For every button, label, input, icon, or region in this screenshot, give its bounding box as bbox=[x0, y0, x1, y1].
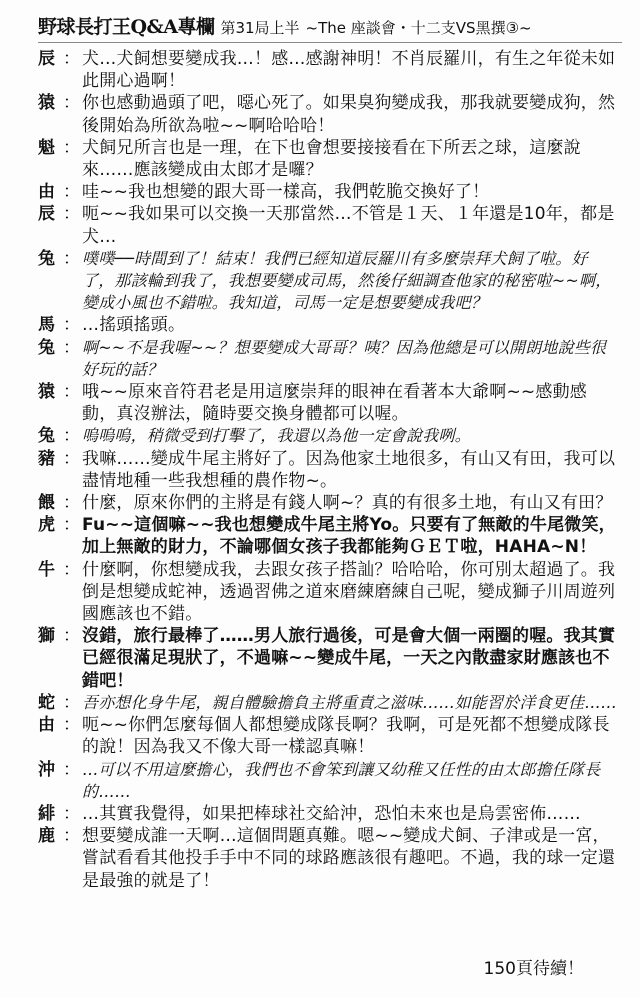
speaker-colon: ： bbox=[63, 137, 80, 158]
speaker-name: 鹿 bbox=[38, 826, 55, 847]
dialogue-text: 呃~~我如果可以交換一天那當然…不管是１天、１年還是10年，都是犬… bbox=[82, 204, 615, 247]
dialogue-text: 哦~~原來音符君老是用這麼崇拜的眼神在看著本大爺啊~~感動感動，真沒辦法，隨時要交換身體都可以喔。 bbox=[82, 382, 587, 425]
speaker-colon: ： bbox=[63, 93, 80, 114]
header-divider bbox=[38, 42, 622, 43]
dialogue-text: 我嘛……變成牛尾主將好了。因為他家土地很多，有山又有田，我可以盡情地種一些我想種的農作物~。 bbox=[82, 448, 616, 491]
dialogue-line bbox=[38, 825, 618, 892]
dialogue-text: …搖頭搖頭。 bbox=[82, 315, 186, 336]
dialogue-text: 呃~~你們怎麼每個人都想變成隊長啊？我啊，可是死都不想變成隊長的說！因為我又不像大哥一樣認真嘛！ bbox=[82, 715, 610, 758]
dialogue-text: 沒錯，旅行最棒了……男人旅行過後，可是會大個一兩圈的喔。我其實已經很滿足現狀了，不過嘛~~變成牛尾，一天之內散盡家財應該也不錯吧！ bbox=[82, 626, 616, 691]
dialogue-line bbox=[38, 248, 618, 315]
dialogue-text: 犬飼兄所言也是一理，在下也會想要接接看在下所丟之球，這麼說來……應該變成由太郎才是囉？ bbox=[82, 137, 581, 181]
dialogue-line bbox=[38, 759, 618, 803]
dialogue-text: Fu~~這個嘛~~我也想變成牛尾主將Yo。只要有了無敵的牛尾微笑，加上無敵的財力，不論哪個女孩子我都能夠ＧＥＴ啦，HAHA~N！ bbox=[82, 515, 616, 558]
dialogue-line bbox=[38, 448, 618, 492]
speaker-colon: ： bbox=[63, 692, 80, 713]
column-subtitle: ~The 座談會・十二支VS黑撰③~ bbox=[305, 19, 532, 37]
dialogue-line bbox=[38, 559, 618, 626]
speaker-name: 兔 bbox=[38, 337, 55, 358]
speaker-colon: ： bbox=[63, 626, 80, 647]
speaker-name: 辰 bbox=[38, 204, 55, 225]
dialogue-line bbox=[38, 692, 618, 714]
speaker-name: 兔 bbox=[38, 426, 55, 447]
speaker-name: 猿 bbox=[38, 93, 55, 114]
speaker-colon: ： bbox=[63, 337, 80, 358]
speaker-colon: ： bbox=[63, 803, 80, 824]
speaker-colon: ： bbox=[63, 559, 80, 580]
dialogue-line bbox=[38, 181, 618, 203]
speaker-colon: ： bbox=[63, 182, 80, 203]
speaker-name: 沖 bbox=[38, 759, 55, 780]
speaker-name: 豬 bbox=[38, 448, 55, 469]
speaker-name: 虎 bbox=[38, 515, 55, 536]
dialogue-line bbox=[38, 337, 618, 381]
speaker-name: 牛 bbox=[38, 559, 55, 580]
dialogue-line bbox=[38, 803, 618, 825]
speaker-colon: ： bbox=[63, 49, 80, 69]
dialogue-line bbox=[38, 625, 618, 692]
speaker-name: 餵 bbox=[38, 493, 55, 514]
speaker-name: 馬 bbox=[38, 315, 55, 336]
dialogue-line bbox=[38, 492, 618, 514]
dialogue-line bbox=[38, 514, 618, 558]
dialogue-text: 哇~~我也想變的跟大哥一樣高，我們乾脆交換好了！ bbox=[82, 182, 490, 203]
series-title: 野球長打王Q&A專欄 bbox=[38, 16, 215, 38]
dialogue-text: 你也感動過頭了吧，噁心死了。如果臭狗變成我，那我就要變成狗，然後開始為所欲為啦~~啊哈哈哈！ bbox=[82, 93, 616, 136]
speaker-name: 獅 bbox=[38, 626, 55, 647]
dialogue-line bbox=[38, 92, 618, 136]
speaker-colon: ： bbox=[63, 382, 80, 403]
speaker-name: 猿 bbox=[38, 382, 55, 403]
column-header bbox=[38, 12, 638, 42]
speaker-colon: ： bbox=[63, 448, 80, 469]
speaker-colon: ： bbox=[63, 515, 80, 536]
dialogue-text: 想要變成誰一天啊…這個問題真難。嗯~~變成犬飼、子津或是一宮，嘗試看看其他投手手中不同的球路應該很有趣吧。不過，我的球一定還是最強的就是了！ bbox=[82, 826, 616, 891]
speaker-colon: ： bbox=[63, 248, 80, 269]
dialogue-line bbox=[38, 314, 618, 336]
dialogue-text: …其實我覺得，如果把棒球社交給沖，恐怕未來也是烏雲密佈…… bbox=[82, 803, 581, 824]
dialogue-line bbox=[38, 203, 618, 247]
dialogue-text: 嗚嗚嗚，稍微受到打擊了，我還以為他一定會說我咧。 bbox=[82, 426, 471, 446]
dialogue-line bbox=[38, 425, 618, 447]
speaker-colon: ： bbox=[63, 826, 80, 847]
speaker-colon: ： bbox=[63, 493, 80, 514]
dialogue-line bbox=[38, 714, 618, 758]
dialogue-list bbox=[38, 48, 618, 892]
speaker-name: 由 bbox=[38, 182, 55, 203]
dialogue-text: 吾亦想化身牛尾，親自體驗擔負主將重責之滋味……如能習於洋食更佳…… bbox=[82, 692, 617, 712]
speaker-name: 辰 bbox=[38, 49, 55, 69]
dialogue-line bbox=[38, 137, 618, 181]
dialogue-text: 什麼，原來你們的主將是有錢人啊~？真的有很多土地，有山又有田？ bbox=[82, 493, 613, 514]
speaker-name: 由 bbox=[38, 715, 55, 736]
speaker-name: 緋 bbox=[38, 803, 55, 824]
dialogue-text: 犬…犬飼想要變成我…！感…感謝神明！不肖辰羅川，有生之年從未如此開心過啊！ bbox=[82, 49, 616, 92]
speaker-colon: ： bbox=[63, 426, 80, 447]
dialogue-text: 啊~~不是我喔~~？想要變成大哥哥？咦？因為他總是可以開朗地說些很好玩的話？ bbox=[82, 337, 607, 379]
speaker-colon: ： bbox=[63, 759, 80, 780]
speaker-colon: ： bbox=[63, 204, 80, 225]
dialogue-text: 噗噗──時間到了！結束！我們已經知道辰羅川有多麼崇拜犬飼了啦。好了，那該輪到我了，我想要變成司馬，然後仔細調查他家的秘密啦~~啊，變成小風也不錯啦。我知道，司馬一定是想要變成我吧？ bbox=[82, 248, 612, 313]
dialogue-text: …可以不用這麼擔心，我們也不會笨到讓又幼稚又任性的由太郎擔任隊長的…… bbox=[82, 759, 601, 801]
speaker-name: 兔 bbox=[38, 248, 55, 269]
dialogue-line bbox=[38, 48, 618, 92]
speaker-colon: ： bbox=[63, 715, 80, 736]
dialogue-line bbox=[38, 381, 618, 425]
continued-note: 150頁待續！ bbox=[483, 959, 584, 979]
dialogue-text: 什麼啊，你想變成我，去跟女孩子搭訕？哈哈哈，你可別太超過了。我倒是想變成蛇神，透過習佛之道來磨練磨練自己呢，變成獅子川周遊列國應該也不錯。 bbox=[82, 559, 616, 625]
speaker-colon: ： bbox=[63, 315, 80, 336]
speaker-name: 蛇 bbox=[38, 692, 55, 713]
episode-label: 第31局上半 bbox=[220, 19, 300, 37]
speaker-name: 魁 bbox=[38, 137, 55, 158]
